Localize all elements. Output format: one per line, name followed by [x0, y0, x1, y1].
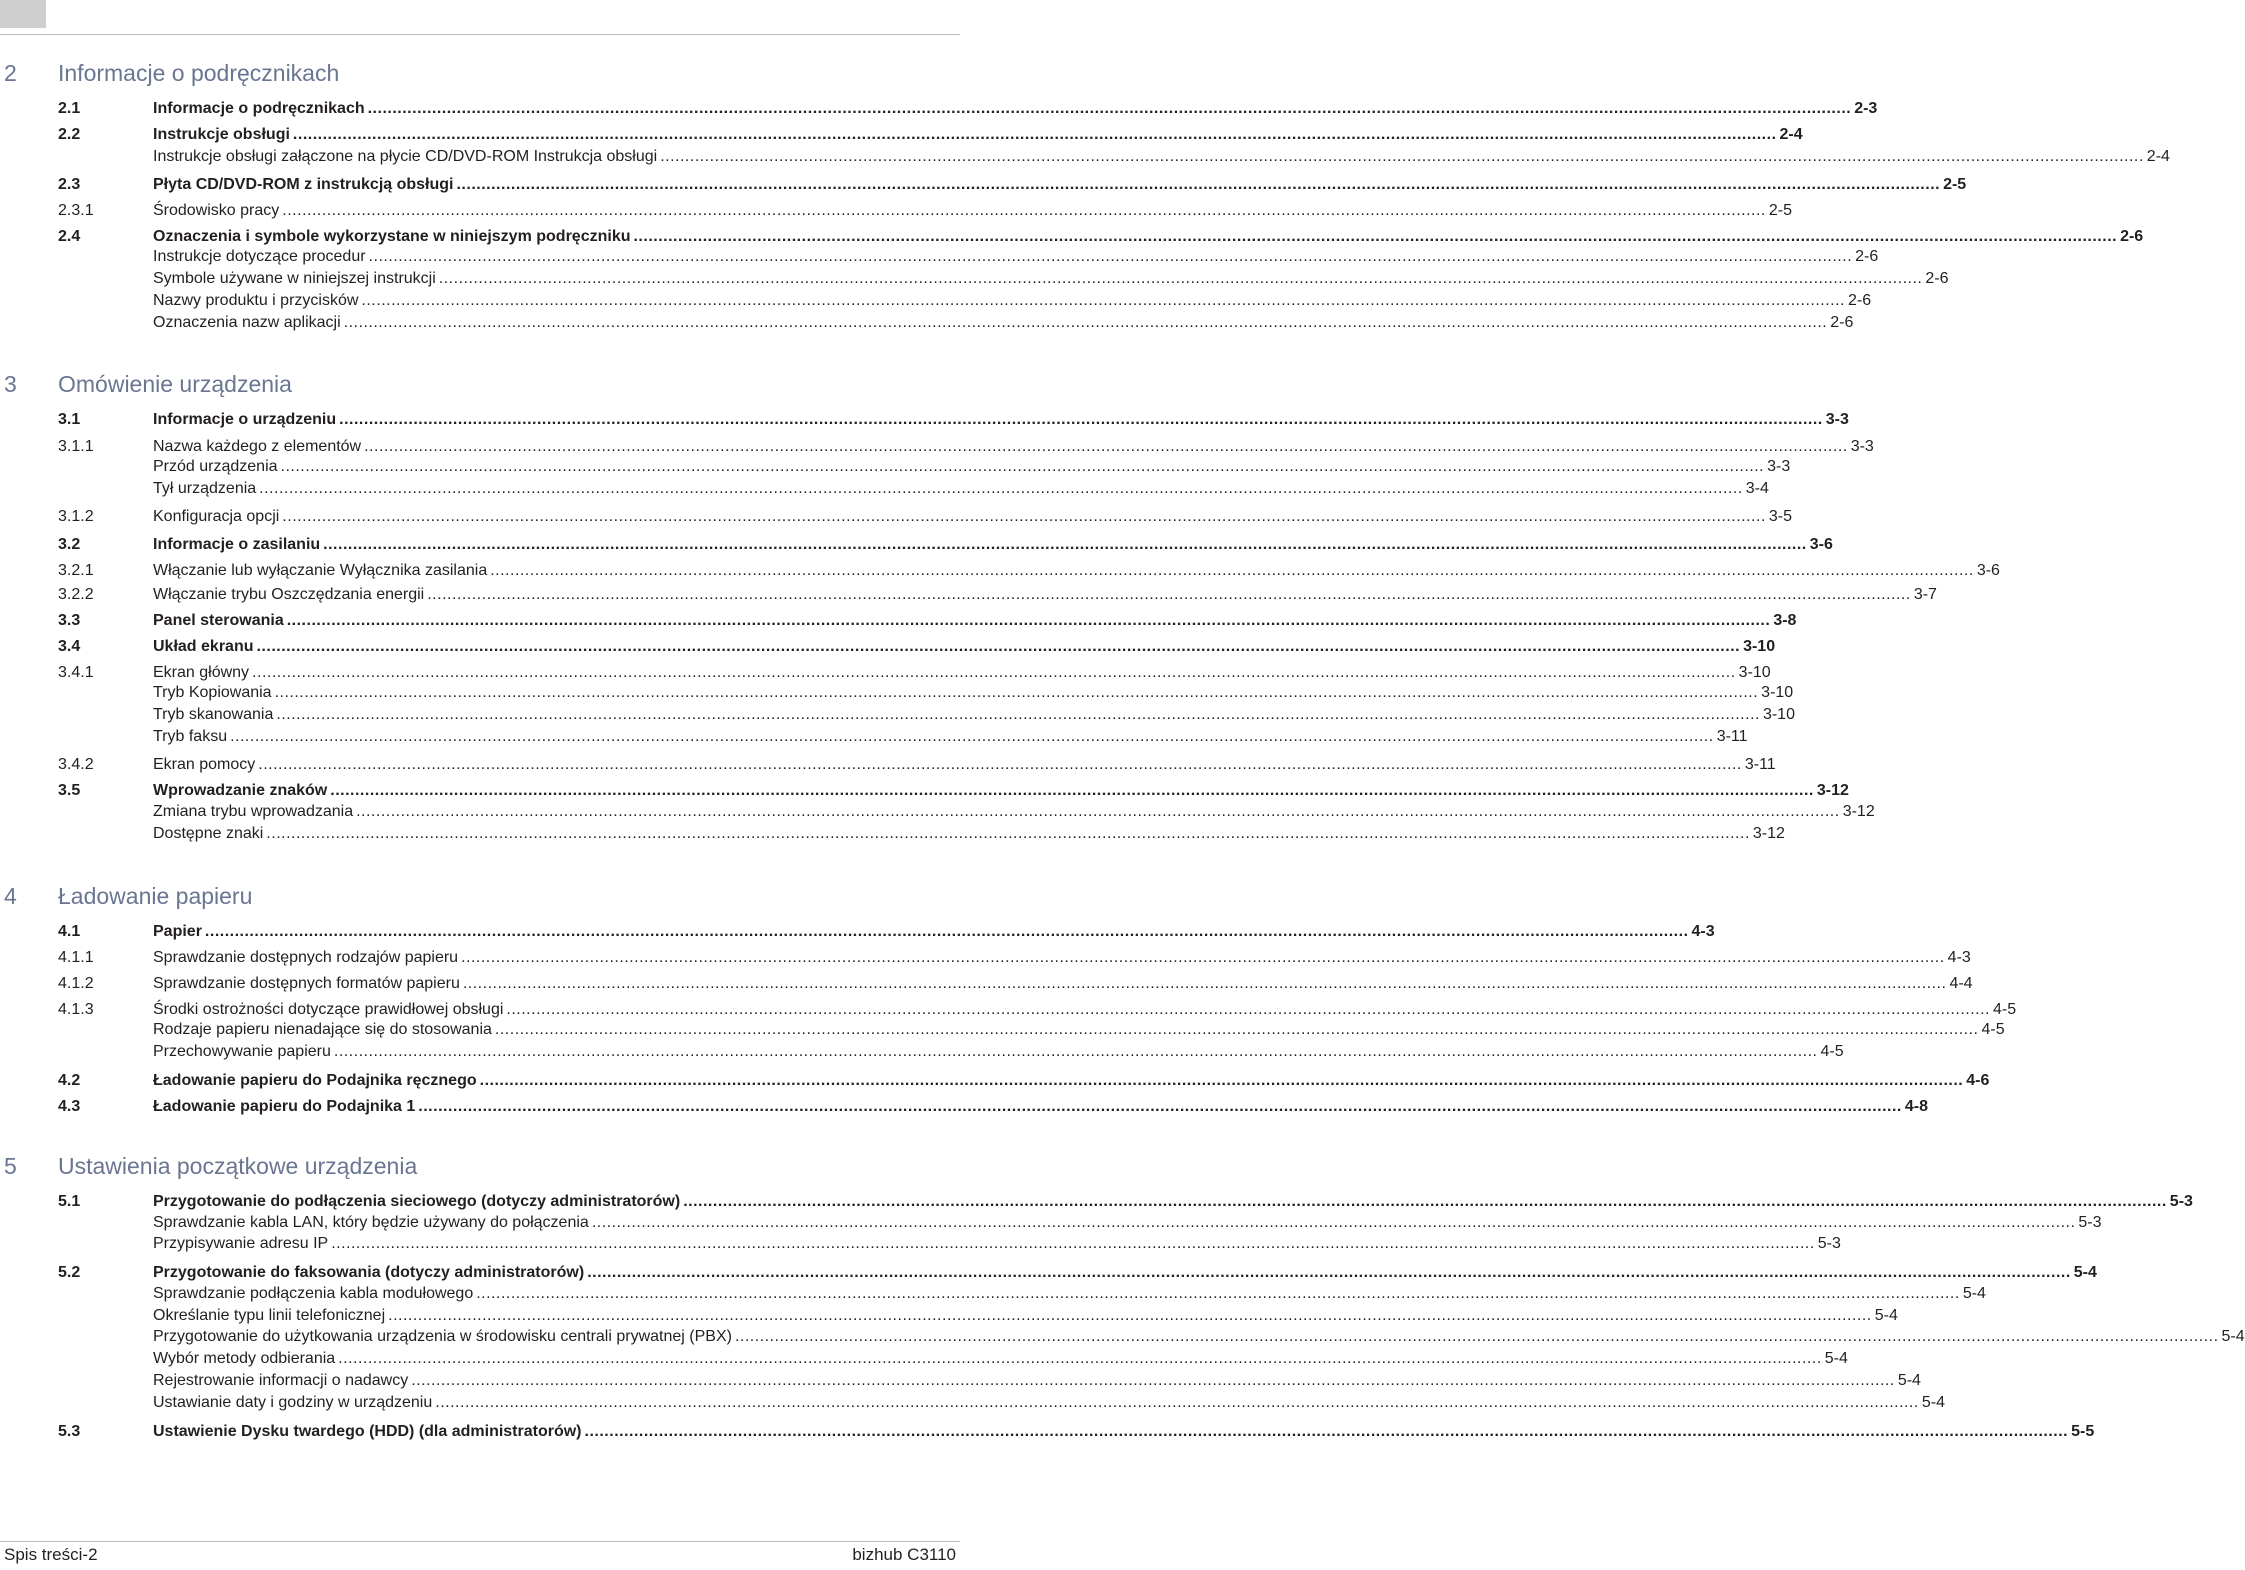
toc-entry-line [153, 823, 1785, 845]
toc-entry-page: 2-3 [1854, 100, 1878, 117]
toc-entry-page: 3-6 [1809, 536, 1833, 553]
toc-entry[interactable] [58, 98, 1878, 120]
toc-entry-page: 5-4 [2073, 1264, 2097, 1281]
dot-leader: ............................................................................................................................................................................................................................................................................................................ [418, 1098, 1902, 1115]
toc-entry[interactable] [58, 780, 1849, 802]
toc-entry-number: 5.3 [58, 1423, 81, 1440]
toc-entry-title: Konfiguracja opcji [153, 508, 280, 525]
dot-leader: ............................................................................................................................................................................................................................................................................................................ [266, 825, 1750, 842]
toc-entry[interactable] [58, 1348, 1848, 1370]
toc-entry[interactable] [58, 534, 1833, 556]
toc-entry[interactable] [58, 456, 1791, 478]
toc-entry[interactable] [58, 1041, 1844, 1063]
toc-entry-title: Przygotowanie do podłączenia sieciowego (dotyczy administratorów) [153, 1193, 681, 1210]
toc-entry-page: 3-7 [1913, 586, 1937, 603]
chapter-title: Omówienie urządzenia [58, 371, 292, 397]
toc-entry-line [153, 456, 1791, 478]
toc-entry-number: 4.1.1 [58, 949, 94, 966]
toc-entry[interactable] [58, 1096, 1928, 1118]
toc-entry[interactable] [58, 921, 1715, 943]
toc-entry-title: Papier [153, 923, 202, 940]
toc-entry[interactable] [58, 174, 1967, 196]
toc-entry-page: 2-6 [1848, 292, 1872, 309]
toc-entry-line [153, 780, 1849, 802]
dot-leader: ............................................................................................................................................................................................................................................................................................................ [256, 638, 1741, 655]
toc-entry-page: 3-10 [1738, 664, 1771, 681]
toc-entry[interactable] [58, 1262, 2097, 1284]
toc-entry-line [153, 1392, 1945, 1414]
dot-leader: ............................................................................................................................................................................................................................................................................................................ [259, 480, 1743, 497]
dot-leader: ............................................................................................................................................................................................................................................................................................................ [258, 756, 1742, 773]
dot-leader: ............................................................................................................................................................................................................................................................................................................ [230, 728, 1714, 745]
toc-entry-line [153, 947, 1971, 969]
toc-entry-title: Tryb faksu [153, 728, 228, 745]
toc-entry-title: Panel sterowania [153, 612, 284, 629]
chapter-number: 2 [4, 60, 17, 86]
toc-entry-line [153, 1041, 1844, 1063]
toc-entry-title: Oznaczenia i symbole wykorzystane w niniejszym podręczniku [153, 228, 631, 245]
toc-entry-title: Ekran główny [153, 664, 250, 681]
toc-entry-page: 4-6 [1966, 1072, 1990, 1089]
toc-entry-title: Ładowanie papieru do Podajnika 1 [153, 1098, 416, 1115]
toc-entry-line [153, 921, 1715, 943]
chapter-title: Ustawienia początkowe urządzenia [58, 1153, 418, 1179]
toc-entry-title: Nazwy produktu i przycisków [153, 292, 359, 309]
toc-entry-title: Symbole używane w niniejszej instrukcji [153, 270, 436, 287]
toc-entry-page: 3-12 [1816, 782, 1849, 799]
toc-entry-title: Sprawdzanie podłączenia kabla modułowego [153, 1285, 474, 1302]
toc-entry-number: 4.1.2 [58, 975, 94, 992]
toc-entry-line [153, 636, 1776, 658]
toc-entry-page: 4-5 [1992, 1001, 2017, 1018]
toc-entry[interactable] [58, 1070, 1990, 1092]
toc-entry-line [153, 124, 1803, 146]
toc-entry-number: 5.2 [58, 1264, 81, 1281]
toc-entry-page: 4-5 [1820, 1043, 1844, 1060]
toc-entry-page: 3-11 [1716, 728, 1748, 745]
toc-entry-page: 4-3 [1691, 923, 1715, 940]
dot-leader: ............................................................................................................................................................................................................................................................................................................ [660, 148, 2144, 165]
dot-leader: ............................................................................................................................................................................................................................................................................................................ [411, 1372, 1895, 1389]
toc-entry-line [153, 754, 1776, 776]
dot-leader: ............................................................................................................................................................................................................................................................................................................ [274, 684, 1759, 701]
toc-entry-number: 3.3 [58, 612, 81, 629]
dot-leader: ............................................................................................................................................................................................................................................................................................................ [456, 176, 1941, 193]
toc-entry-line [153, 226, 2144, 248]
dot-leader: ............................................................................................................................................................................................................................................................................................................ [333, 1043, 1818, 1060]
toc-entry-title: Przygotowanie do faksowania (dotyczy administratorów) [153, 1264, 585, 1281]
toc-entry-number: 4.2 [58, 1072, 81, 1089]
dot-leader: ............................................................................................................................................................................................................................................................................................................ [591, 1214, 2076, 1231]
toc-entry-page: 5-5 [2071, 1423, 2095, 1440]
dot-leader: ............................................................................................................................................................................................................................................................................................................ [587, 1264, 2071, 1281]
toc-entry-line [153, 704, 1795, 726]
toc-entry[interactable] [58, 947, 1971, 969]
toc-entry-page: 5-4 [1897, 1372, 1921, 1389]
toc-entry-number: 2.3 [58, 176, 81, 193]
dot-leader: ............................................................................................................................................................................................................................................................................................................ [479, 1072, 1964, 1089]
dot-leader: ............................................................................................................................................................................................................................................................................................................ [252, 664, 1736, 681]
toc-entry[interactable] [58, 246, 1879, 268]
dot-leader: ............................................................................................................................................................................................................................................................................................................ [461, 949, 1945, 966]
toc-entry[interactable] [58, 1212, 2102, 1234]
toc-entry-number: 4.1 [58, 923, 81, 940]
toc-entry-page: 5-3 [2169, 1193, 2193, 1210]
toc-entry-title: Sprawdzanie dostępnych rodzajów papieru [153, 949, 459, 966]
toc-entry[interactable] [58, 682, 1794, 704]
toc-entry-line [153, 200, 1792, 222]
toc-entry-page: 5-4 [1962, 1285, 1986, 1302]
toc-entry-line [153, 973, 1973, 995]
toc-entry-line [153, 174, 1967, 196]
toc-entry-line [153, 1348, 1848, 1370]
toc-entry-page: 2-6 [1855, 248, 1879, 265]
chapter-heading [0, 883, 960, 913]
toc-entry-line [153, 478, 1769, 500]
toc-entry-page: 3-12 [1752, 825, 1785, 842]
toc-entry[interactable] [58, 268, 1949, 290]
toc-entry-title: Tryb Kopiowania [153, 684, 272, 701]
toc-entry-title: Przypisywanie adresu IP [153, 1235, 329, 1252]
toc-entry-number: 3.4.2 [58, 756, 94, 773]
chapter-heading [0, 371, 960, 401]
dot-leader: ............................................................................................................................................................................................................................................................................................................ [364, 438, 1848, 455]
toc-entry[interactable] [58, 1421, 2095, 1443]
toc-entry-page: 5-4 [1874, 1307, 1898, 1324]
toc-entry-page: 3-12 [1842, 803, 1875, 820]
toc-entry-line [153, 312, 1854, 334]
toc-entry-page: 2-6 [1830, 314, 1854, 331]
toc-entry-page: 4-8 [1904, 1098, 1928, 1115]
toc-entry-title: Przygotowanie do użytkowania urządzenia w środowisku centrali prywatnej (PBX) [153, 1328, 732, 1345]
dot-leader: ............................................................................................................................................................................................................................................................................................................ [734, 1328, 2219, 1345]
toc-entry-number: 3.4.1 [58, 664, 94, 681]
toc-entry-page: 2-5 [1768, 202, 1792, 219]
dot-leader: ............................................................................................................................................................................................................................................................................................................ [368, 248, 1853, 265]
toc-entry-line [153, 146, 2170, 168]
toc-entry-line [153, 1370, 1921, 1392]
toc-entry-page: 3-10 [1743, 638, 1776, 655]
toc-entry-page: 4-4 [1949, 975, 1973, 992]
toc-entry-title: Rodzaje papieru nienadające się do stosowania [153, 1021, 492, 1038]
toc-entry-page: 5-4 [2221, 1328, 2245, 1345]
dot-leader: ............................................................................................................................................................................................................................................................................................................ [361, 292, 1845, 309]
toc-entry[interactable] [58, 200, 1792, 222]
dot-leader: ............................................................................................................................................................................................................................................................................................................ [343, 314, 1828, 331]
toc-entry-line [153, 560, 2000, 582]
toc-entry[interactable] [58, 704, 1795, 726]
toc-entry-title: Określanie typu linii telefonicznej [153, 1307, 386, 1324]
toc-entry-title: Instrukcje obsługi załączone na płycie CD/DVD-ROM Instrukcja obsługi [153, 148, 658, 165]
toc-entry[interactable] [58, 312, 1854, 334]
toc-entry-page: 5-3 [1817, 1235, 1841, 1252]
dot-leader: ............................................................................................................................................................................................................................................................................................................ [506, 1001, 1990, 1018]
toc-entry-title: Ładowanie papieru do Podajnika ręcznego [153, 1072, 477, 1089]
dot-leader: ............................................................................................................................................................................................................................................................................................................ [331, 1235, 1815, 1252]
toc-entry[interactable] [58, 436, 1874, 458]
dot-leader: ............................................................................................................................................................................................................................................................................................................ [292, 126, 1777, 143]
toc-entry-number: 2.1 [58, 100, 81, 117]
toc-entry[interactable] [58, 290, 1872, 312]
toc-entry-title: Rejestrowanie informacji o nadawcy [153, 1372, 409, 1389]
toc-entry-title: Informacje o podręcznikach [153, 100, 365, 117]
toc-entry-page: 3-10 [1761, 684, 1794, 701]
chapter-number: 5 [4, 1153, 17, 1179]
toc-entry[interactable] [58, 1370, 1921, 1392]
toc-entry-number: 5.1 [58, 1193, 81, 1210]
toc-entry[interactable] [58, 823, 1785, 845]
toc-entry-page: 2-6 [1925, 270, 1949, 287]
toc-entry-title: Przód urządzenia [153, 458, 278, 475]
dot-leader: ............................................................................................................................................................................................................................................................................................................ [367, 100, 1852, 117]
dot-leader: ............................................................................................................................................................................................................................................................................................................ [280, 458, 1765, 475]
toc-entry[interactable] [58, 754, 1776, 776]
toc-entry[interactable] [58, 1392, 1945, 1414]
dot-leader: ............................................................................................................................................................................................................................................................................................................ [683, 1193, 2167, 1210]
toc-entry-line [153, 1283, 1986, 1305]
toc-entry-line [153, 1191, 2193, 1213]
toc-entry-title: Tryb skanowania [153, 706, 274, 723]
toc-entry-page: 2-6 [2120, 228, 2144, 245]
toc-entry[interactable] [58, 409, 1849, 431]
toc-entry-title: Nazwa każdego z elementów [153, 438, 362, 455]
toc-entry-number: 3.1.2 [58, 508, 94, 525]
toc-entry-page: 3-4 [1745, 480, 1769, 497]
toc-entry-line [153, 610, 1797, 632]
toc-entry-title: Układ ekranu [153, 638, 254, 655]
toc-entry[interactable] [58, 584, 1937, 606]
toc-entry-line [153, 290, 1872, 312]
toc-entry-page: 3-3 [1825, 411, 1849, 428]
dot-leader: ............................................................................................................................................................................................................................................................................................................ [476, 1285, 1960, 1302]
toc-entry-title: Dostępne znaki [153, 825, 264, 842]
toc-entry-page: 4-5 [1981, 1021, 2005, 1038]
toc-entry-number: 3.4 [58, 638, 81, 655]
toc-entry-line [153, 1096, 1928, 1118]
toc-entry-page: 5-4 [1824, 1350, 1848, 1367]
toc-entry-title: Włączanie trybu Oszczędzania energii [153, 586, 425, 603]
dot-leader: ............................................................................................................................................................................................................................................................................................................ [339, 411, 1823, 428]
dot-leader: ............................................................................................................................................................................................................................................................................................................ [204, 923, 1689, 940]
toc-entry-line [153, 268, 1949, 290]
toc-entry-number: 3.2 [58, 536, 81, 553]
toc-entry-line [153, 726, 1748, 748]
dot-leader: ............................................................................................................................................................................................................................................................................................................ [330, 782, 1814, 799]
toc-entry[interactable] [58, 636, 1776, 658]
toc-entry-line [153, 1421, 2095, 1443]
chapter-heading [0, 60, 960, 90]
toc-entry-title: Instrukcje obsługi [153, 126, 290, 143]
dot-leader: ............................................................................................................................................................................................................................................................................................................ [438, 270, 1923, 287]
toc-entry-title: Sprawdzanie kabla LAN, który będzie używany do połączenia [153, 1214, 589, 1231]
footer-divider [0, 1541, 960, 1542]
toc-entry-line [153, 409, 1849, 431]
footer-page-label: Spis treści-2 [4, 1545, 98, 1564]
toc-entry[interactable] [58, 801, 1875, 823]
toc-entry-line [153, 682, 1794, 704]
toc-entry-page: 2-4 [1779, 126, 1803, 143]
toc-entry-line [153, 1326, 2245, 1348]
dot-leader: ............................................................................................................................................................................................................................................................................................................ [584, 1423, 2069, 1440]
chapter-title: Ładowanie papieru [58, 883, 253, 909]
dot-leader: ............................................................................................................................................................................................................................................................................................................ [494, 1021, 1979, 1038]
toc-entry[interactable] [58, 662, 1771, 684]
toc-entry-title: Środowisko pracy [153, 202, 280, 219]
toc-entry[interactable] [58, 726, 1748, 748]
dot-leader: ............................................................................................................................................................................................................................................................................................................ [286, 612, 1771, 629]
dot-leader: ............................................................................................................................................................................................................................................................................................................ [282, 508, 1766, 525]
toc-entry[interactable] [58, 506, 1793, 528]
toc-entry-title: Tył urządzenia [153, 480, 257, 497]
toc-entry-number: 2.2 [58, 126, 81, 143]
toc-entry-page: 3-3 [1850, 438, 1874, 455]
toc-entry-page: 5-3 [2078, 1214, 2102, 1231]
toc-entry[interactable] [58, 999, 2017, 1021]
header-tab-marker [0, 0, 46, 28]
toc-entry-number: 3.1.1 [58, 438, 94, 455]
toc-entry-line [153, 506, 1793, 528]
toc-entry[interactable] [58, 1019, 2005, 1041]
toc-entry-title: Przechowywanie papieru [153, 1043, 331, 1060]
toc-entry[interactable] [58, 1233, 1841, 1255]
dot-leader: ............................................................................................................................................................................................................................................................................................................ [356, 803, 1840, 820]
toc-entry-number: 3.1 [58, 411, 81, 428]
toc-entry[interactable] [58, 478, 1769, 500]
toc-entry[interactable] [58, 973, 1973, 995]
toc-entry-page: 4-3 [1947, 949, 1971, 966]
toc-entry-number: 3.5 [58, 782, 81, 799]
toc-entry-line [153, 662, 1771, 684]
toc-entry[interactable] [58, 1283, 1986, 1305]
toc-entry-number: 2.4 [58, 228, 81, 245]
toc-entry[interactable] [58, 1305, 1898, 1327]
toc-entry-line [153, 534, 1833, 556]
toc-entry-title: Włączanie lub wyłączanie Wyłącznika zasilania [153, 562, 488, 579]
toc-entry-title: Zmiana trybu wprowadzania [153, 803, 354, 820]
toc-entry-line [153, 1262, 2097, 1284]
toc-entry-title: Ustawienie Dysku twardego (HDD) (dla administratorów) [153, 1423, 582, 1440]
toc-entry-page: 2-4 [2146, 148, 2170, 165]
toc-entry-line [153, 1019, 2005, 1041]
toc-entry[interactable] [58, 124, 1803, 146]
chapter-title: Informacje o podręcznikach [58, 60, 340, 86]
toc-entry-title: Wprowadzanie znaków [153, 782, 328, 799]
toc-entry[interactable] [58, 146, 2170, 168]
toc-entry-number: 2.3.1 [58, 202, 94, 219]
toc-entry-line [153, 1212, 2102, 1234]
toc-entry-line [153, 246, 1879, 268]
toc-entry-page: 3-3 [1767, 458, 1791, 475]
chapter-heading [0, 1153, 960, 1183]
toc-entry-page: 2-5 [1943, 176, 1967, 193]
toc-entry-line [153, 801, 1875, 823]
toc-entry-line [153, 98, 1878, 120]
chapter-number: 3 [4, 371, 17, 397]
toc-entry-line [153, 1305, 1898, 1327]
dot-leader: ............................................................................................................................................................................................................................................................................................................ [462, 975, 1947, 992]
header-divider [0, 34, 960, 35]
toc-entry-line [153, 999, 2017, 1021]
toc-entry-title: Środki ostrożności dotyczące prawidłowej obsługi [153, 1001, 504, 1018]
toc-entry-title: Ekran pomocy [153, 756, 256, 773]
dot-leader: ............................................................................................................................................................................................................................................................................................................ [435, 1394, 1919, 1411]
footer-product-name: bizhub C3110 [852, 1545, 956, 1564]
toc-entry[interactable] [58, 560, 2000, 582]
toc-entry[interactable] [58, 1191, 2193, 1213]
toc-entry-title: Oznaczenia nazw aplikacji [153, 314, 341, 331]
toc-entry-number: 3.2.1 [58, 562, 94, 579]
dot-leader: ............................................................................................................................................................................................................................................................................................................ [282, 202, 1766, 219]
dot-leader: ............................................................................................................................................................................................................................................................................................................ [323, 536, 1807, 553]
toc-entry-number: 3.2.2 [58, 586, 94, 603]
toc-entry-line [153, 1070, 1990, 1092]
dot-leader: ............................................................................................................................................................................................................................................................................................................ [276, 706, 1760, 723]
toc-entry-line [153, 1233, 1841, 1255]
toc-entry-title: Sprawdzanie dostępnych formatów papieru [153, 975, 460, 992]
dot-leader: ............................................................................................................................................................................................................................................................................................................ [338, 1350, 1822, 1367]
toc-entry-page: 3-8 [1773, 612, 1797, 629]
toc-entry-title: Informacje o urządzeniu [153, 411, 337, 428]
toc-entry-number: 4.1.3 [58, 1001, 94, 1018]
toc-entry-line [153, 436, 1874, 458]
toc-entry-title: Instrukcje dotyczące procedur [153, 248, 366, 265]
toc-entry-page: 3-5 [1768, 508, 1793, 525]
toc-entry-title: Wybór metody odbierania [153, 1350, 336, 1367]
dot-leader: ............................................................................................................................................................................................................................................................................................................ [427, 586, 1911, 603]
toc-entry-title: Płyta CD/DVD-ROM z instrukcją obsługi [153, 176, 454, 193]
toc-entry-number: 4.3 [58, 1098, 81, 1115]
dot-leader: ............................................................................................................................................................................................................................................................................................................ [388, 1307, 1872, 1324]
toc-entry-page: 5-4 [1921, 1394, 1945, 1411]
dot-leader: ............................................................................................................................................................................................................................................................................................................ [633, 228, 2118, 245]
dot-leader: ............................................................................................................................................................................................................................................................................................................ [490, 562, 1974, 579]
toc-entry[interactable] [58, 610, 1797, 632]
toc-entry-page: 3-11 [1744, 756, 1776, 773]
chapter-number: 4 [4, 883, 17, 909]
toc-entry[interactable] [58, 1326, 2245, 1348]
toc-entry-title: Informacje o zasilaniu [153, 536, 321, 553]
toc-entry-title: Ustawianie daty i godziny w urządzeniu [153, 1394, 433, 1411]
toc-entry[interactable] [58, 226, 2144, 248]
toc-entry-page: 3-10 [1762, 706, 1795, 723]
toc-entry-page: 3-6 [1976, 562, 2000, 579]
toc-entry-line [153, 584, 1937, 606]
